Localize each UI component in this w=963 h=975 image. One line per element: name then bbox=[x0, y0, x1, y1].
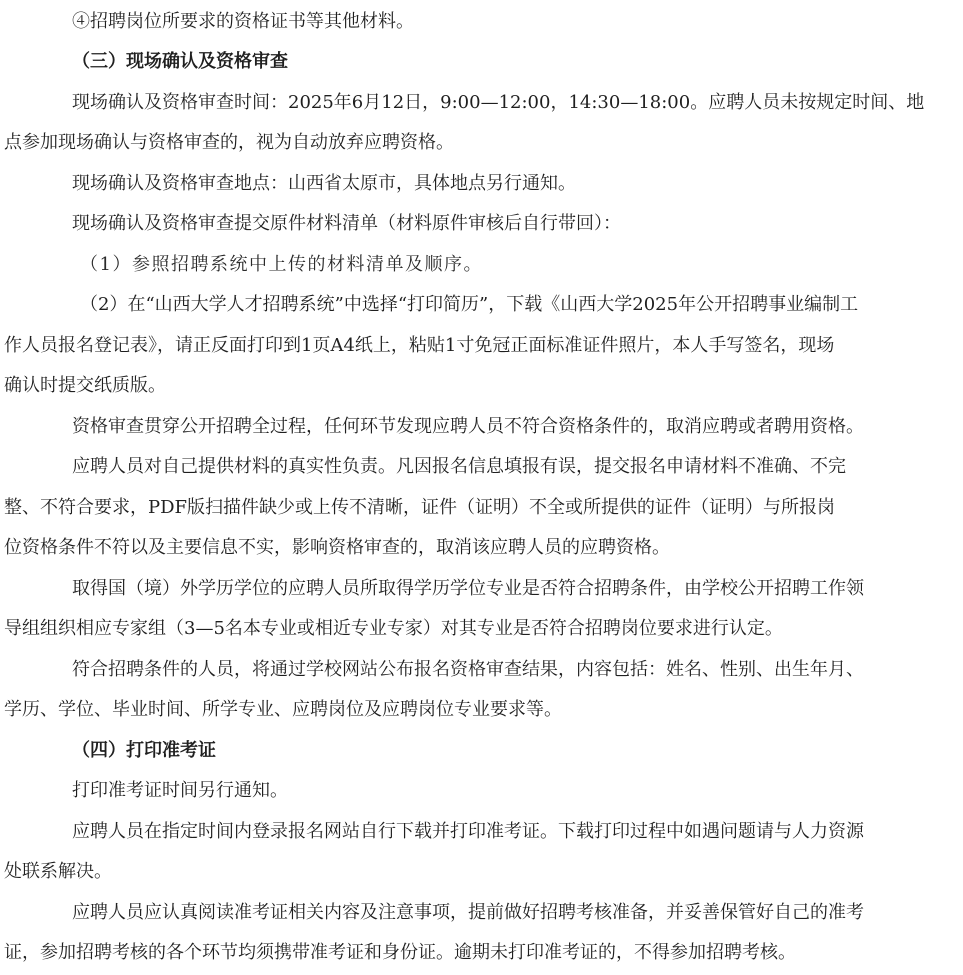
text-line: 现场确认及资格审查地点：山西省太原市，具体地点另行通知。 bbox=[72, 173, 576, 194]
section-heading: （三）现场确认及资格审查 bbox=[72, 51, 288, 72]
text-line: 处联系解决。 bbox=[4, 861, 112, 882]
section-heading: （四）打印准考证 bbox=[72, 740, 216, 761]
text-line: 作人员报名登记表》，请正反面打印到1页A4纸上，粘贴1寸免冠正面标准证件照片，本人手写签名，现场 bbox=[4, 335, 835, 356]
text-line: 学历、学位、毕业时间、所学专业、应聘岗位及应聘岗位专业要求等。 bbox=[4, 699, 562, 720]
text-line: 点参加现场确认与资格审查的，视为自动放弃应聘资格。 bbox=[4, 132, 454, 153]
text-line: 打印准考证时间另行通知。 bbox=[72, 780, 288, 801]
text-line: （2）在“山西大学人才招聘系统”中选择“打印简历”，下载《山西大学2025年公开招聘事业编制工 bbox=[80, 294, 859, 315]
text-line: 符合招聘条件的人员，将通过学校网站公布报名资格审查结果，内容包括：姓名、性别、出生年月、 bbox=[72, 659, 864, 680]
text-line: （1）参照招聘系统中上传的材料清单及顺序。 bbox=[80, 254, 483, 275]
text-line: ④招聘岗位所要求的资格证书等其他材料。 bbox=[72, 11, 414, 32]
text-line: 应聘人员在指定时间内登录报名网站自行下载并打印准考证。下载打印过程中如遇问题请与人力资源 bbox=[72, 821, 864, 842]
text-line: 导组组织相应专家组（3—5名本专业或相近专业专家）对其专业是否符合招聘岗位要求进行认定。 bbox=[4, 618, 783, 639]
text-line: 现场确认及资格审查时间：2025年6月12日，9:00—12:00，14:30—18:00。应聘人员未按规定时间、地 bbox=[72, 92, 925, 113]
text-line: 确认时提交纸质版。 bbox=[4, 375, 166, 396]
text-line: 取得国（境）外学历学位的应聘人员所取得学历学位专业是否符合招聘条件，由学校公开招聘工作领 bbox=[72, 578, 864, 599]
text-line: 证，参加招聘考核的各个环节均须携带准考证和身份证。逾期未打印准考证的，不得参加招聘考核。 bbox=[4, 942, 796, 963]
text-line: 应聘人员应认真阅读准考证相关内容及注意事项，提前做好招聘考核准备，并妥善保管好自己的准考 bbox=[72, 902, 864, 923]
text-line: 资格审查贯穿公开招聘全过程，任何环节发现应聘人员不符合资格条件的，取消应聘或者聘用资格。 bbox=[72, 416, 864, 437]
text-line: 应聘人员对自己提供材料的真实性负责。凡因报名信息填报有误，提交报名申请材料不准确、不完 bbox=[72, 456, 846, 477]
text-line: 整、不符合要求，PDF版扫描件缺少或上传不清晰，证件（证明）不全或所提供的证件（证明）与所报岗 bbox=[4, 497, 836, 518]
text-line: 位资格条件不符以及主要信息不实，影响资格审查的，取消该应聘人员的应聘资格。 bbox=[4, 537, 670, 558]
text-line: 现场确认及资格审查提交原件材料清单（材料原件审核后自行带回）： bbox=[72, 213, 621, 234]
